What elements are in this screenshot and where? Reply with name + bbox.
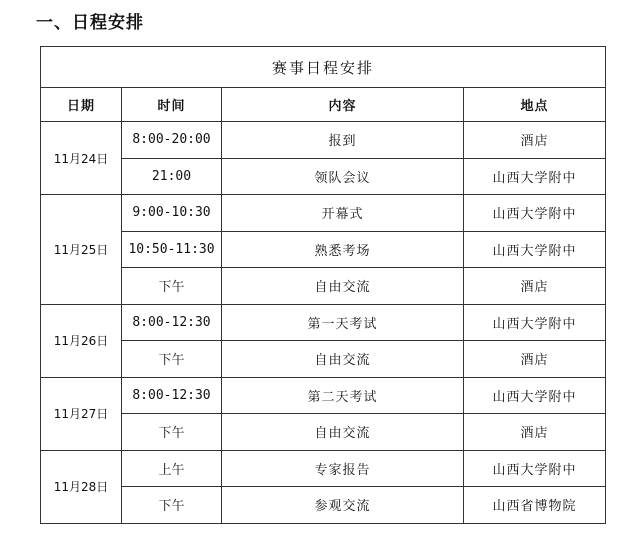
table-row: [41, 487, 606, 524]
time-cell: 9:00-10:30: [122, 195, 222, 232]
content-cell: 报到: [222, 122, 464, 159]
content-cell: 第一天考试: [222, 304, 464, 341]
time-cell: 下午: [122, 268, 222, 305]
schedule-body: [41, 122, 606, 524]
time-cell: 上午: [122, 450, 222, 487]
date-cell: 11月27日: [41, 377, 122, 450]
time-cell: 8:00-12:30: [122, 377, 222, 414]
content-cell: 开幕式: [222, 195, 464, 232]
place-cell: 酒店: [464, 122, 606, 159]
place-cell: 酒店: [464, 268, 606, 305]
time-cell: 10:50-11:30: [122, 231, 222, 268]
date-cell: 11月26日: [41, 304, 122, 377]
content-cell: 专家报告: [222, 450, 464, 487]
header-place: 地点: [464, 88, 606, 122]
table-row: [41, 122, 606, 159]
place-cell: 山西大学附中: [464, 158, 606, 195]
time-cell: 8:00-20:00: [122, 122, 222, 159]
time-cell: 8:00-12:30: [122, 304, 222, 341]
header-date: 日期: [41, 88, 122, 122]
table-row: [41, 268, 606, 305]
content-cell: 第二天考试: [222, 377, 464, 414]
table-row: [41, 158, 606, 195]
table-title: 赛事日程安排: [41, 47, 606, 88]
time-cell: 下午: [122, 341, 222, 378]
date-cell: 11月24日: [41, 122, 122, 195]
table-row: [41, 341, 606, 378]
table-row: [41, 304, 606, 341]
table-row: [41, 195, 606, 232]
header-time: 时间: [122, 88, 222, 122]
place-cell: 酒店: [464, 414, 606, 451]
content-cell: 熟悉考场: [222, 231, 464, 268]
content-cell: 自由交流: [222, 268, 464, 305]
place-cell: 山西大学附中: [464, 304, 606, 341]
date-cell: 11月28日: [41, 450, 122, 523]
time-cell: 下午: [122, 414, 222, 451]
header-content: 内容: [222, 88, 464, 122]
section-heading: 一、日程安排: [36, 13, 144, 33]
table-row: [41, 377, 606, 414]
place-cell: 山西大学附中: [464, 231, 606, 268]
table-row: [41, 414, 606, 451]
place-cell: 酒店: [464, 341, 606, 378]
schedule-table: [40, 46, 606, 524]
place-cell: 山西大学附中: [464, 377, 606, 414]
table-row: [41, 231, 606, 268]
place-cell: 山西大学附中: [464, 195, 606, 232]
content-cell: 领队会议: [222, 158, 464, 195]
place-cell: 山西大学附中: [464, 450, 606, 487]
date-cell: 11月25日: [41, 195, 122, 305]
content-cell: 自由交流: [222, 341, 464, 378]
table-row: [41, 450, 606, 487]
content-cell: 参观交流: [222, 487, 464, 524]
time-cell: 21:00: [122, 158, 222, 195]
content-cell: 自由交流: [222, 414, 464, 451]
place-cell: 山西省博物院: [464, 487, 606, 524]
time-cell: 下午: [122, 487, 222, 524]
